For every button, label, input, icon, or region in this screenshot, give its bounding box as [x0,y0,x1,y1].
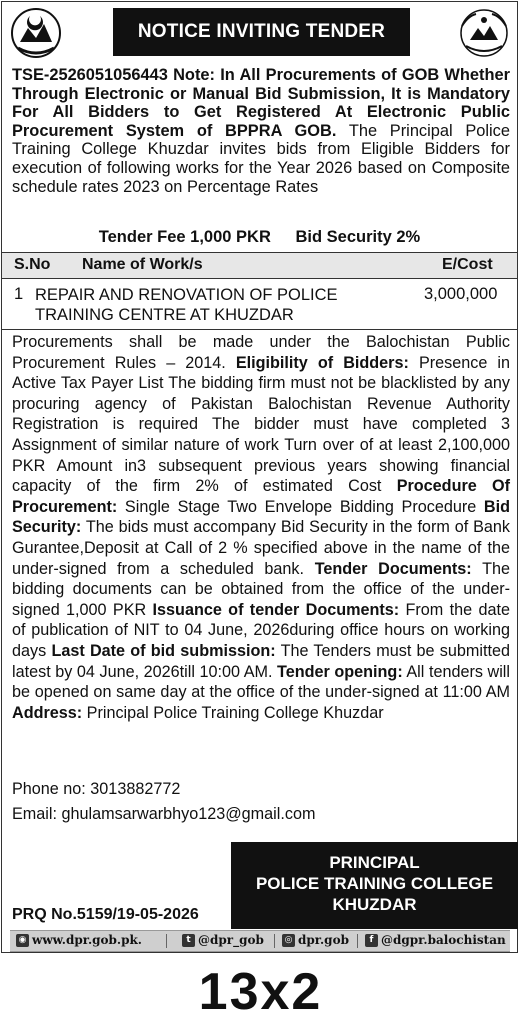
instagram-text: dpr.gob [298,933,349,947]
tse-reference: TSE-2526051056443 Note: In All Procurements of GOB Whether Through Electronic or Manual Bid Submission, It is Mandatory For All Bidders to Get Registered At Electronic Public Procurement System of BPPRA GOB. [12,66,510,140]
security-heading: Bid Security: [12,497,510,537]
issuance-heading: Issuance of tender Documents: [152,600,400,619]
government-emblem-icon [6,6,66,60]
intro-text: The Principal Police Training College Khuzdar invites bids from Eligible Bidders for execution of following works for the Year 2026 based on Composite schedule rates 2023 on Percentage Rates [12,121,510,196]
footer-instagram[interactable] [282,933,349,947]
prq-number: PRQ No.5159/19-05-2026 [12,906,199,923]
signature-block [231,842,518,929]
footer-divider [166,934,167,948]
address-heading: Address: [12,703,83,722]
tender-fee: Tender Fee 1,000 PKR [98,228,271,246]
website-text: www.dpr.gob.pk. [32,933,142,947]
table-row-number: 1 [14,285,24,303]
globe-icon: ◉ [16,934,29,947]
last-date-heading: Last Date of bid submission: [51,641,276,660]
terms-paragraph [12,332,510,723]
footer-divider [274,934,275,948]
fee-line [0,228,519,247]
instagram-icon: ◎ [282,934,295,947]
opening-heading: Tender opening: [277,662,403,681]
notice-title: NOTICE INVITING TENDER [113,8,410,56]
security-text: The bids must accompany Bid Security in the form of Bank Gurantee,Deposit at Call of 2 % specified above in the name of the under-signed from a scheduled bank. [12,518,510,578]
procedure-text: Single Stage Two Envelope Bidding Procedure [117,497,484,516]
works-table-header [2,252,517,279]
last-date-text: The Tenders must be submitted latest by 04 June, 2026till 10:00 AM. [12,641,510,681]
table-divider [2,329,517,330]
signature-city: KHUZDAR [332,895,417,914]
facebook-text: @dgpr.balochistan [381,933,506,947]
footer-facebook[interactable] [365,933,506,947]
ad-size-label: 13x2 [198,963,323,1021]
footer-website[interactable] [16,933,142,947]
opening-text: All tenders will be opened on same day at the office of the under-signed at 11:00 AM [12,662,510,702]
footer-bar [10,930,510,952]
documents-heading: Tender Documents: [314,559,472,578]
facebook-icon: f [365,934,378,947]
col-sno: S.No [14,256,51,273]
intro-paragraph [12,66,510,196]
twitter-text: @dpr_gob [198,933,264,947]
documents-text: The bidding documents can be obtained from the office of the under-signed 1,000 PKR [12,559,510,619]
balochistan-seal-icon [454,6,514,60]
address-text: Principal Police Training College Khuzdar [82,703,384,722]
issuance-text: From the date of publication of NIT to 04 June, 2026during office hours on working days [12,600,510,660]
table-row-cost: 3,000,000 [424,285,498,303]
footer-twitter[interactable] [182,933,264,947]
signature-title: PRINCIPAL [329,853,420,872]
signature-institution: POLICE TRAINING COLLEGE [255,874,494,893]
procurement-rules-text: Procurements shall be made under the Balochistan Public Procurement Rules – 2014. [12,333,510,372]
procedure-heading: Procedure Of Procurement: [12,477,510,516]
col-work: Name of Work/s [82,256,203,273]
bid-security: Bid Security 2% [295,228,421,246]
eligibility-text: Presence in Active Tax Payer List The bidding firm must not be blacklisted by any procuring agency of Pakistan Balochistan Revenue Authority Registration is required The bidder must have completed 3 Assignment of similar nature of work Turn over of at least 2,100,000 PKR Amount in3 subsequent previous years showing financial capacity of the firm 2% of estimated Cost [12,353,510,496]
col-cost: E/Cost [442,256,493,273]
phone-number: Phone no: 3013882772 [12,780,181,798]
table-row-work: REPAIR AND RENOVATION OF POLICE TRAINING CENTRE AT KHUZDAR [35,286,338,324]
email-address: Email: ghulamsarwarbhyo123@gmail.com [12,805,316,823]
twitter-icon: t [182,934,195,947]
eligibility-heading: Eligibility of Bidders: [235,353,409,372]
footer-divider [357,934,358,948]
